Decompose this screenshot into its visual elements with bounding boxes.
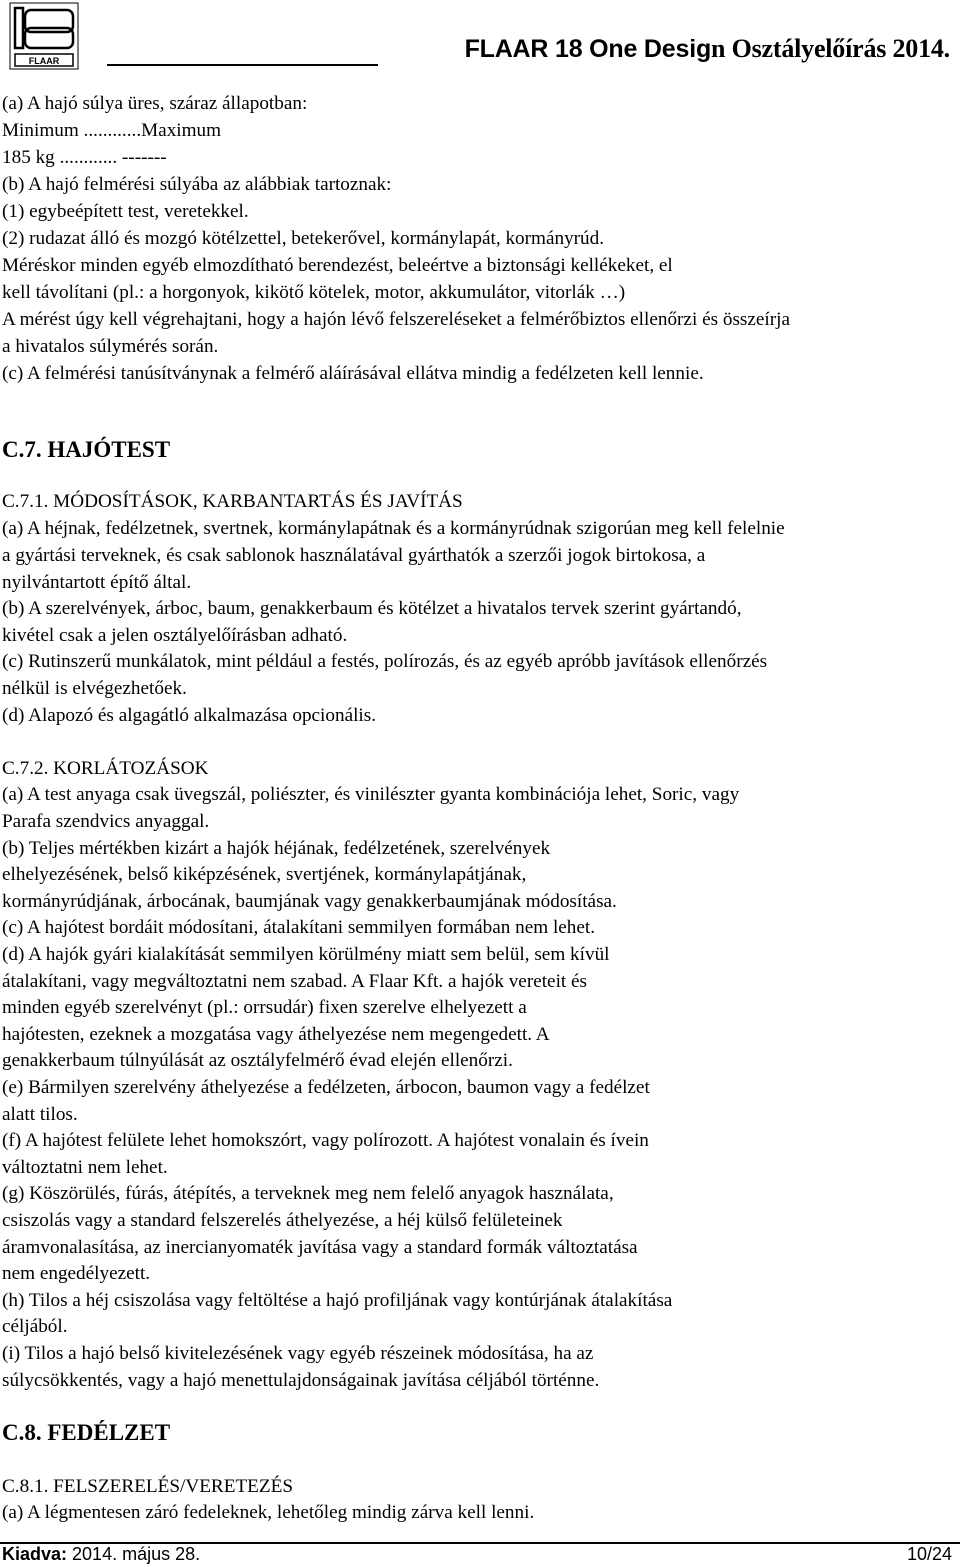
text-line: (2) rudazat álló és mozgó kötélzettel, betekerővel, kormánylapát, kormányrúd. [2, 228, 605, 249]
text-line: (a) A test anyaga csak üvegszál, poliészter, és vinilészter gyanta kombinációja lehet, Soric, vagy [2, 784, 740, 805]
subsection-title: C.7.2. KORLÁTOZÁSOK [2, 758, 209, 779]
text-line: csiszolás vagy a standard felszerelés áthelyezése, a héj külső felületeinek [2, 1210, 563, 1231]
subsection-title: C.7.1. MÓDOSÍTÁSOK, KARBANTARTÁS ÉS JAVÍTÁS [2, 491, 463, 512]
text-line: alatt tilos. [2, 1104, 78, 1125]
text-line: elhelyezésének, belső kiképzésének, svertjének, kormánylapátjának, [2, 864, 527, 885]
subsection-title: C.8.1. FELSZERELÉS/VERETEZÉS [2, 1476, 294, 1497]
text-line: nyilvántartott építő által. [2, 572, 192, 593]
text-line: nélkül is elvégezhetőek. [2, 678, 187, 699]
text-line: (c) A felmérési tanúsítványnak a felmérő aláírásával ellátva mindig a fedélzeten kell lennie. [2, 363, 704, 384]
text-line: kell távolítani (pl.: a horgonyok, kikötő kötelek, motor, akkumulátor, vitorlák …) [2, 282, 626, 303]
text-line: átalakítani, vagy megváltoztatni nem szabad. A Flaar Kft. a hajók vereteit és [2, 971, 588, 992]
logo-text: FLAAR [28, 56, 60, 66]
text-line: genakkerbaum túlnyúlását az osztályfelmérő évad elején ellenőrzi. [2, 1050, 513, 1071]
title-serif-part: n Osztályelőírás 2014. [711, 34, 950, 63]
issue-date [2, 1544, 200, 1565]
text-line: céljából. [2, 1316, 68, 1337]
text-line: (a) A hajó súlya üres, száraz állapotban: [2, 93, 308, 114]
text-line: a hivatalos súlymérés során. [2, 336, 219, 357]
text-line: kormányrúdjának, árbocának, baumjának vagy genakkerbaumjának módosítása. [2, 891, 617, 912]
text-line: (1) egybeépített test, veretekkel. [2, 201, 249, 222]
text-line: (a) A légmentesen záró fedeleknek, lehetőleg mindig zárva kell lenni. [2, 1502, 535, 1523]
text-line: Méréskor minden egyéb elmozdítható berendezést, beleértve a biztonsági kellékeket, el [2, 255, 673, 276]
text-line: súlycsökkentés, vagy a hajó menettulajdonságainak javítása céljából történne. [2, 1370, 600, 1391]
text-line: (b) Teljes mértékben kizárt a hajók héjának, fedélzetének, szerelvények [2, 838, 551, 859]
section-heading-c7: C.7. HAJÓTEST [2, 437, 171, 462]
text-line: Parafa szendvics anyaggal. [2, 811, 210, 832]
text-line: (e) Bármilyen szerelvény áthelyezése a fedélzeten, árbocon, baumon vagy a fedélzet [2, 1077, 650, 1098]
title-sans-part: FLAAR 18 One Desig [464, 35, 712, 63]
text-line: (c) A hajótest bordáit módosítani, átalakítani semmilyen formában nem lehet. [2, 917, 596, 938]
text-line: 185 kg ............ ------- [2, 147, 167, 168]
text-line: hajótesten, ezeknek a mozgatása vagy áthelyezése nem megengedett. A [2, 1024, 550, 1045]
text-line: (c) Rutinszerű munkálatok, mint például a festés, polírozás, és az egyéb apróbb javítások ellenőrzés [2, 651, 768, 672]
text-line: (d) Alapozó és algagátló alkalmazása opcionális. [2, 705, 377, 726]
text-line: (f) A hajótest felülete lehet homokszórt, vagy polírozott. A hajótest vonalain és ívein [2, 1130, 649, 1151]
text-line: Minimum ............Maximum [2, 120, 222, 141]
text-line: a gyártási terveknek, és csak sablonok használatával gyárthatók a szerzői jogok birtokosa, a [2, 545, 706, 566]
text-line: minden egyéb szerelvényt (pl.: orrsudár) fixen szerelve elhelyezett a [2, 997, 527, 1018]
text-line: változtatni nem lehet. [2, 1157, 168, 1178]
text-line: áramvonalasítása, az inercianyomaték javítása vagy a standard formák változtatása [2, 1237, 638, 1258]
issue-date-value: 2014. május 28. [67, 1544, 201, 1564]
text-line: kivétel csak a jelen osztályelőírásban adható. [2, 625, 348, 646]
text-line: (b) A hajó felmérési súlyába az alábbiak tartoznak: [2, 174, 392, 195]
text-line: (b) A szerelvények, árboc, baum, genakkerbaum és kötélzet a hivatalos tervek szerint gyártandó, [2, 598, 742, 619]
text-line: (d) A hajók gyári kialakítását semmilyen körülmény miatt sem belül, sem kívül [2, 944, 610, 965]
page-number: 10/24 [906, 1544, 952, 1564]
section-heading-c8: C.8. FEDÉLZET [2, 1420, 171, 1445]
text-line: (a) A héjnak, fedélzetnek, svertnek, kormánylapátnak és a kormányrúdnak szigorúan meg kell felelnie [2, 518, 785, 539]
text-line: (i) Tilos a hajó belső kivitelezésének vagy egyéb részeinek módosítása, ha az [2, 1343, 594, 1364]
text-line: (g) Köszörülés, fúrás, átépítés, a terveknek meg nem felelő anyagok használata, [2, 1183, 614, 1204]
issue-date-label: Kiadva: [2, 1544, 68, 1564]
text-line: A mérést úgy kell végrehajtani, hogy a hajón lévő felszereléseket a felmérőbiztos ellenőrzi és összeírja [2, 309, 790, 330]
text-line: (h) Tilos a héj csiszolása vagy feltöltése a hajó profiljának vagy kontúrjának átalakítása [2, 1290, 673, 1311]
text-line: nem engedélyezett. [2, 1263, 151, 1284]
